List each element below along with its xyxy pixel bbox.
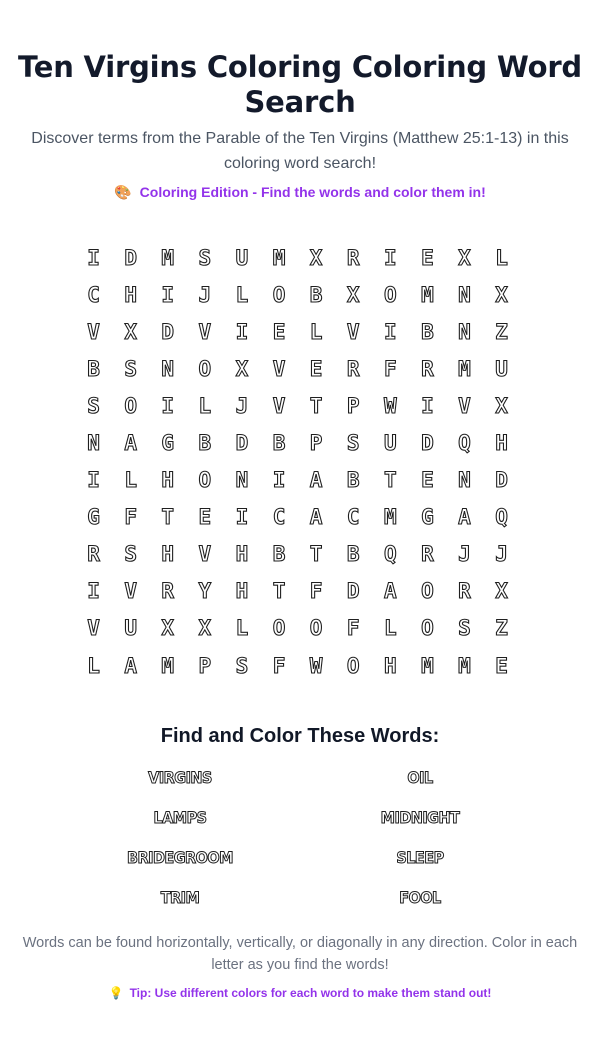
word-list-item[interactable]: TRIM (160, 888, 200, 908)
grid-cell[interactable]: A (458, 505, 471, 530)
grid-row (75, 573, 525, 610)
grid-cell[interactable]: D (346, 579, 360, 604)
grid-cell[interactable]: X (495, 282, 508, 307)
grid-cell[interactable]: T (309, 393, 323, 418)
page-subtitle: Discover terms from the Parable of the Ten Virgins (Matthew 25:1-13) in this coloring word search! (31, 130, 569, 172)
grid-cell[interactable]: E (495, 653, 508, 678)
grid-cell[interactable]: O (198, 468, 212, 493)
grid-cell[interactable]: I (272, 468, 286, 493)
grid-cell[interactable]: U (383, 431, 397, 456)
grid-cell[interactable]: R (346, 356, 360, 381)
grid-cell[interactable]: B (272, 431, 286, 456)
grid-cell[interactable]: A (309, 505, 323, 530)
grid-cell[interactable]: M (272, 245, 286, 270)
grid-cell[interactable]: C (346, 505, 360, 530)
grid-cell[interactable]: G (87, 505, 100, 530)
grid-cell[interactable]: X (346, 282, 360, 307)
grid-cell[interactable]: P (309, 431, 323, 456)
grid-cell[interactable]: V (124, 579, 137, 604)
grid-cell[interactable]: L (383, 616, 397, 641)
grid-cell[interactable]: R (421, 542, 434, 567)
grid-cell[interactable]: I (383, 245, 397, 270)
grid-cell[interactable]: G (161, 431, 175, 456)
grid-cell[interactable]: M (161, 653, 175, 678)
grid-cell[interactable]: B (198, 431, 212, 456)
grid-cell[interactable]: B (346, 468, 360, 493)
grid-cell[interactable]: V (87, 616, 100, 641)
grid-cell[interactable]: Q (458, 431, 471, 456)
grid-cell[interactable]: L (495, 245, 508, 270)
grid-cell[interactable]: J (458, 542, 471, 567)
grid-cell[interactable]: L (198, 393, 212, 418)
grid-cell[interactable]: W (383, 393, 397, 418)
grid-cell[interactable]: I (87, 245, 100, 270)
grid-cell[interactable]: A (124, 653, 137, 678)
palette-icon: 🎨 (114, 184, 132, 200)
grid-cell[interactable]: I (87, 468, 100, 493)
page-title: Ten Virgins Coloring Coloring Word Search (18, 50, 582, 119)
grid-cell[interactable]: F (272, 653, 286, 678)
grid-cell[interactable]: V (198, 319, 212, 344)
grid-cell[interactable]: F (383, 356, 397, 381)
grid-cell[interactable]: E (421, 245, 434, 270)
word-list-item[interactable]: MIDNIGHT (380, 808, 460, 828)
grid-cell[interactable]: B (421, 319, 434, 344)
grid-cell[interactable]: E (309, 356, 323, 381)
word-list (60, 766, 540, 910)
grid-cell[interactable]: T (272, 579, 286, 604)
instructions-text: Words can be found horizontally, vertically, or diagonally in any direction. Color in each letter as you find the words! (22, 935, 578, 974)
grid-cell[interactable]: I (383, 319, 397, 344)
grid-cell[interactable]: H (161, 542, 175, 567)
grid-cell[interactable]: D (124, 245, 137, 270)
grid-row (75, 276, 525, 313)
grid-cell[interactable]: B (309, 282, 323, 307)
grid-cell[interactable]: X (495, 579, 508, 604)
grid-cell[interactable]: F (309, 579, 323, 604)
grid-cell[interactable]: T (309, 542, 323, 567)
word-list-heading: Find and Color These Words: (160, 725, 440, 748)
grid-cell[interactable]: H (495, 431, 508, 456)
grid-cell[interactable]: R (87, 542, 100, 567)
grid-cell[interactable]: V (458, 393, 471, 418)
grid-cell[interactable]: V (272, 393, 286, 418)
grid-cell[interactable]: N (458, 319, 471, 344)
grid-cell[interactable]: Z (495, 616, 508, 641)
grid-row (75, 647, 525, 684)
grid-row (75, 239, 525, 276)
letter-grid (75, 239, 525, 684)
grid-cell[interactable]: N (161, 356, 175, 381)
grid-cell[interactable]: R (346, 245, 360, 270)
grid-cell[interactable]: S (124, 356, 137, 381)
grid-cell[interactable]: X (161, 616, 175, 641)
edition-banner (0, 183, 600, 201)
grid-cell[interactable]: E (272, 319, 286, 344)
grid-cell[interactable]: B (87, 356, 100, 381)
grid-cell[interactable]: A (309, 468, 323, 493)
grid-cell[interactable]: I (235, 505, 249, 530)
grid-cell[interactable]: O (272, 616, 286, 641)
grid-cell[interactable]: B (272, 542, 286, 567)
grid-cell[interactable]: L (309, 319, 323, 344)
grid-cell[interactable]: G (421, 505, 434, 530)
grid-cell[interactable]: T (161, 505, 175, 530)
grid-row (75, 424, 525, 461)
word-list-item[interactable]: FOOL (399, 888, 441, 908)
grid-cell[interactable]: N (458, 282, 471, 307)
grid-cell[interactable]: N (87, 431, 100, 456)
grid-cell[interactable]: M (458, 653, 471, 678)
grid-cell[interactable]: S (124, 542, 137, 567)
grid-cell[interactable]: F (124, 505, 137, 530)
grid-cell[interactable]: D (495, 468, 508, 493)
grid-cell[interactable]: Q (383, 542, 397, 567)
grid-cell[interactable]: X (309, 245, 323, 270)
grid-cell[interactable]: L (235, 616, 249, 641)
word-list-item[interactable]: OIL (407, 768, 433, 788)
word-list-item[interactable]: BRIDEGROOM (127, 848, 233, 868)
word-list-item[interactable]: LAMPS (153, 808, 207, 828)
word-list-item[interactable]: VIRGINS (148, 768, 212, 788)
grid-cell[interactable]: I (161, 393, 175, 418)
grid-cell[interactable]: X (124, 319, 137, 344)
grid-cell[interactable]: X (495, 393, 508, 418)
grid-row (75, 387, 525, 424)
grid-cell[interactable]: V (198, 542, 212, 567)
grid-cell[interactable]: D (421, 431, 434, 456)
grid-cell[interactable]: M (458, 356, 471, 381)
grid-cell[interactable]: S (235, 653, 249, 678)
lightbulb-icon: 💡 (108, 986, 124, 1001)
grid-cell[interactable]: I (161, 282, 175, 307)
grid-cell[interactable]: H (124, 282, 137, 307)
grid-row (75, 313, 525, 350)
grid-cell[interactable]: M (421, 653, 434, 678)
grid-cell[interactable]: O (421, 616, 434, 641)
grid-cell[interactable]: Z (495, 319, 508, 344)
grid-cell[interactable]: P (198, 653, 212, 678)
grid-cell[interactable]: O (346, 653, 360, 678)
grid-cell[interactable]: H (235, 542, 249, 567)
grid-cell[interactable]: X (198, 616, 212, 641)
grid-cell[interactable]: O (309, 616, 323, 641)
grid-row (75, 499, 525, 536)
grid-cell[interactable]: I (421, 393, 434, 418)
grid-cell[interactable]: C (272, 505, 286, 530)
grid-cell[interactable]: H (161, 468, 175, 493)
grid-cell[interactable]: L (124, 468, 137, 493)
grid-cell[interactable]: F (346, 616, 360, 641)
grid-cell[interactable]: H (383, 653, 397, 678)
edition-text: Coloring Edition - Find the words and color them in! (139, 184, 486, 200)
grid-cell[interactable]: Q (495, 505, 508, 530)
grid-cell[interactable]: I (87, 579, 100, 604)
grid-cell[interactable]: M (383, 505, 397, 530)
grid-cell[interactable]: M (421, 282, 434, 307)
grid-row (75, 462, 525, 499)
grid-row (75, 350, 525, 387)
grid-cell[interactable]: J (495, 542, 508, 567)
grid-cell[interactable]: T (383, 468, 397, 493)
grid-cell[interactable]: J (198, 282, 212, 307)
word-list-item[interactable]: SLEEP (396, 848, 444, 868)
grid-cell[interactable]: R (421, 356, 434, 381)
grid-cell[interactable]: O (421, 579, 434, 604)
grid-cell[interactable]: M (161, 245, 175, 270)
grid-cell[interactable]: E (421, 468, 434, 493)
grid-cell[interactable]: S (198, 245, 212, 270)
grid-cell[interactable]: O (383, 282, 397, 307)
grid-cell[interactable]: V (87, 319, 100, 344)
grid-cell[interactable]: N (235, 468, 249, 493)
grid-cell[interactable]: R (161, 579, 175, 604)
tip-banner (0, 985, 600, 1001)
grid-cell[interactable]: E (198, 505, 212, 530)
grid-cell[interactable]: Y (198, 579, 212, 604)
grid-cell[interactable]: A (383, 579, 397, 604)
grid-cell[interactable]: V (272, 356, 286, 381)
grid-cell[interactable]: U (235, 245, 249, 270)
tip-text: Tip: Use different colors for each word to make them stand out! (129, 986, 492, 1001)
grid-cell[interactable]: S (346, 431, 360, 456)
grid-cell[interactable]: P (346, 393, 360, 418)
grid-cell[interactable]: O (272, 282, 286, 307)
grid-cell[interactable]: B (346, 542, 360, 567)
grid-cell[interactable]: S (458, 616, 471, 641)
grid-cell[interactable]: S (87, 393, 100, 418)
grid-cell[interactable]: A (124, 431, 137, 456)
grid-cell[interactable]: V (346, 319, 360, 344)
grid-cell[interactable]: W (309, 653, 323, 678)
grid-cell[interactable]: X (235, 356, 249, 381)
grid-cell[interactable]: D (235, 431, 249, 456)
grid-cell[interactable]: X (458, 245, 471, 270)
grid-cell[interactable]: R (458, 579, 471, 604)
grid-cell[interactable]: U (495, 356, 508, 381)
grid-cell[interactable]: L (235, 282, 249, 307)
grid-cell[interactable]: C (87, 282, 100, 307)
grid-row (75, 536, 525, 573)
grid-cell[interactable]: U (124, 616, 137, 641)
grid-cell[interactable]: H (235, 579, 249, 604)
grid-cell[interactable]: O (124, 393, 137, 418)
grid-cell[interactable]: J (235, 393, 249, 418)
grid-cell[interactable]: D (161, 319, 175, 344)
grid-cell[interactable]: O (198, 356, 212, 381)
grid-cell[interactable]: L (87, 653, 100, 678)
grid-cell[interactable]: N (458, 468, 471, 493)
grid-row (75, 610, 525, 647)
grid-cell[interactable]: I (235, 319, 249, 344)
